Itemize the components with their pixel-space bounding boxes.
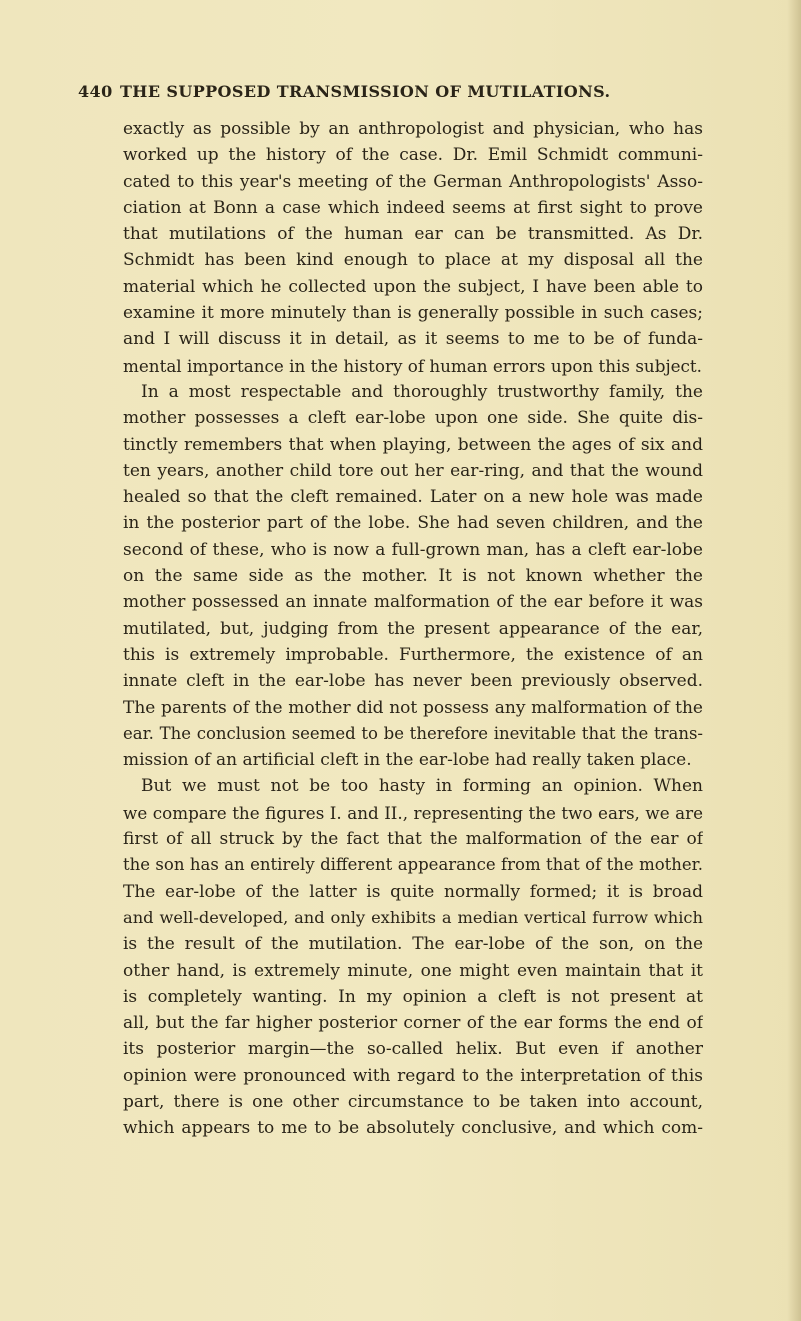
text-line: mother possessed an innate malformation of the ear before it was (123, 592, 703, 613)
text-line: we compare the figures I. and II., representing the two ears, we are (123, 802, 703, 823)
text-line: ciation at Bonn a case which indeed seems at first sight to prove (123, 197, 703, 218)
text-line: The parents of the mother did not possess any malformation of the (123, 697, 703, 718)
text-line: the son has an entirely different appearance from that of the mother. (123, 855, 703, 875)
text-line: mission of an artificial cleft in the ear-lobe had really taken place. (123, 750, 692, 771)
text-line: other hand, is extremely minute, one might even maintain that it (123, 960, 703, 981)
text-line: first of all struck by the fact that the malformation of the ear of (123, 829, 703, 850)
text-line: innate cleft in the ear-lobe has never been previously observed. (123, 671, 703, 692)
running-header (78, 82, 708, 108)
text-line: which appears to me to be absolutely conclusive, and which com- (123, 1118, 703, 1139)
text-line: on the same side as the mother. It is not known whether the (123, 566, 703, 587)
text-line: that mutilations of the human ear can be transmitted. As Dr. (123, 224, 703, 245)
text-line: exactly as possible by an anthropologist and physician, who has (123, 119, 703, 139)
page-edge-shadow (787, 0, 801, 1321)
text-line: this is extremely improbable. Furthermore, the existence of an (123, 644, 703, 665)
text-line: all, but the far higher posterior corner of the ear forms the end of (123, 1013, 703, 1034)
text-line: Schmidt has been kind enough to place at my disposal all the (123, 250, 703, 271)
text-line: part, there is one other circumstance to be taken into account, (123, 1091, 703, 1112)
text-line: ear. The conclusion seemed to be therefore inevitable that the trans- (123, 723, 703, 743)
text-line: opinion were pronounced with regard to the interpretation of this (123, 1065, 703, 1086)
text-line: mother possesses a cleft ear-lobe upon one side. She quite dis- (123, 408, 703, 429)
text-line: ten years, another child tore out her ear-ring, and that the wound (123, 460, 703, 481)
text-line: healed so that the cleft remained. Later on a new hole was made (123, 487, 703, 508)
text-line: is the result of the mutilation. The ear-lobe of the son, on the (123, 934, 703, 955)
text-line: and well-developed, and only exhibits a median vertical furrow which (123, 907, 703, 927)
text-line: and I will discuss it in detail, as it seems to me to be of funda- (123, 329, 703, 350)
text-line: cated to this year's meeting of the German Anthropologists' Asso- (123, 171, 703, 192)
text-line: examine it more minutely than is generally possible in such cases; (123, 303, 703, 324)
text-line: its posterior margin—the so-called helix. But even if another (123, 1039, 703, 1060)
text-line: is completely wanting. In my opinion a cleft is not present at (123, 986, 703, 1007)
text-line: tinctly remembers that when playing, between the ages of six and (123, 434, 703, 455)
text-line: second of these, who is now a full-grown man, has a cleft ear-lobe (123, 539, 703, 560)
text-line: But we must not be too hasty in forming an opinion. When (141, 776, 703, 797)
text-line: mutilated, but, judging from the present appearance of the ear, (123, 618, 703, 639)
text-line: The ear-lobe of the latter is quite normally formed; it is broad (123, 881, 703, 902)
text-line: In a most respectable and thoroughly trustworthy family, the (141, 381, 703, 402)
text-line: worked up the history of the case. Dr. Emil Schmidt communi- (123, 145, 703, 166)
running-title: THE SUPPOSED TRANSMISSION OF MUTILATIONS. (120, 82, 611, 101)
text-line: mental importance in the history of human errors upon this subject. (123, 355, 702, 376)
text-line: in the posterior part of the lobe. She had seven children, and the (123, 513, 703, 534)
page-number: 440 (78, 82, 113, 101)
body-text (123, 116, 703, 1142)
text-line: material which he collected upon the subject, I have been able to (123, 276, 703, 297)
